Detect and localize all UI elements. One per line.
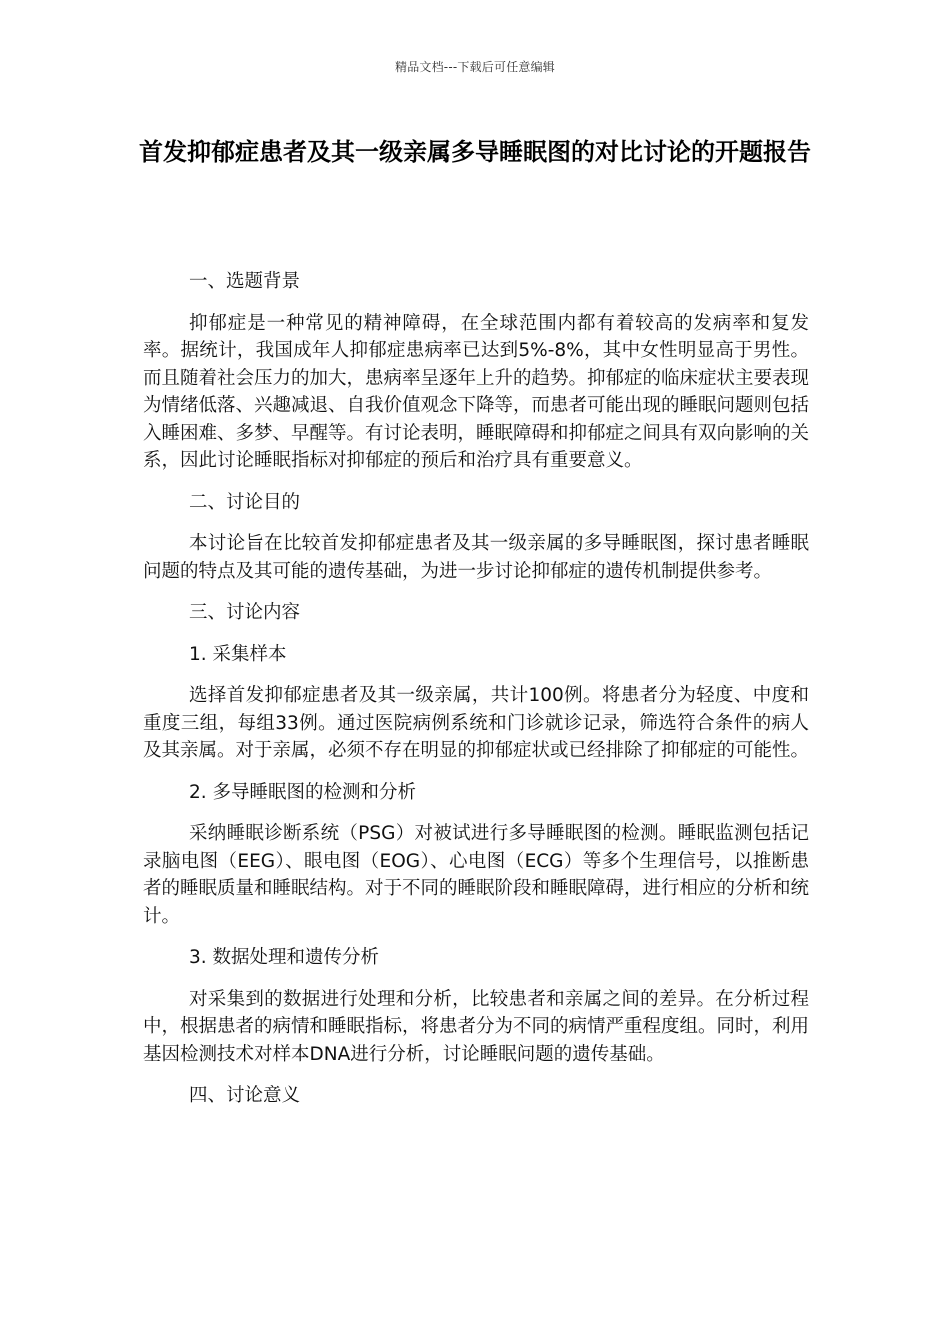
paragraph-purpose: 本讨论旨在比较首发抑郁症患者及其一级亲属的多导睡眠图，探讨患者睡眠问题的特点及其可能的遗传基础，为进一步讨论抑郁症的遗传机制提供参考。 [143,533,809,582]
section-heading-purpose: 二、讨论目的 [189,491,301,513]
section-heading-significance: 四、讨论意义 [189,1085,301,1106]
section-heading-content: 三、讨论内容 [189,602,301,623]
paragraph-psg: 采纳睡眠诊断系统（PSG）对被试进行多导睡眠图的检测。睡眠监测包括记录脑电图（EEG）、眼电图（EOG）、心电图（ECG）等多个生理信号，以推断患者的睡眠质量和睡眠结构。对于不同的睡眠阶段和睡眠障碍，进行相应的分析和统计。 [143,823,810,927]
subsection-heading-psg: 2. 多导睡眠图的检测和分析 [189,781,417,803]
document-body [143,268,809,1110]
subsection-heading-analysis: 3. 数据处理和遗传分析 [189,947,380,968]
paragraph-background: 抑郁症是一种常见的精神障碍，在全球范围内都有着较高的发病率和复发率。据统计，我国成年人抑郁症患病率已达到5%-8%，其中女性明显高于男性。而且随着社会压力的加大，患病率呈逐年上升的趋势。抑郁症的临床症状主要表现为情绪低落、兴趣减退、自我价值观念下降等，而患者可能出现的睡眠问题则包括入睡困难、多梦、早醒等。有讨论表明，睡眠障碍和抑郁症之间具有双向影响的关系，因此讨论睡眠指标对抑郁症的预后和治疗具有重要意义。 [143,312,810,471]
header-note: 精品文档---下载后可任意编辑 [395,60,555,74]
section-heading-background: 一、选题背景 [189,271,301,292]
subsection-heading-sampling: 1. 采集样本 [189,643,287,665]
paragraph-analysis: 对采集到的数据进行处理和分析，比较患者和亲属之间的差异。在分析过程中，根据患者的病情和睡眠指标，将患者分为不同的病情严重程度组。同时，利用基因检测技术对样本DNA进行分析，讨论睡眠问题的遗传基础。 [143,988,810,1065]
document-title: 首发抑郁症患者及其一级亲属多导睡眠图的对比讨论的开题报告 [139,138,811,166]
paragraph-sampling: 选择首发抑郁症患者及其一级亲属，共计100例。将患者分为轻度、中度和重度三组，每组33例。通过医院病例系统和门诊就诊记录，筛选符合条件的病人及其亲属。对于亲属，必须不存在明显的抑郁症状或已经排除了抑郁症的可能性。 [143,685,810,761]
